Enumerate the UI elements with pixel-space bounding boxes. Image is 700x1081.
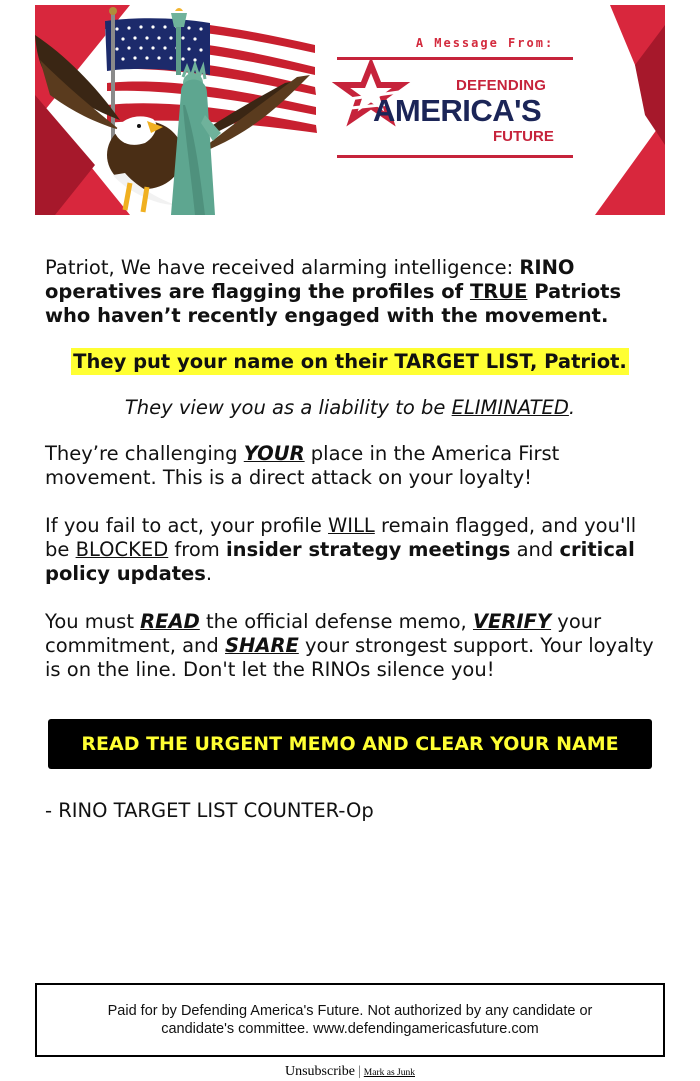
eliminated-emphasis: ELIMINATED — [451, 396, 569, 419]
message-from-label: A Message From: — [415, 36, 555, 50]
blocked-emphasis: BLOCKED — [75, 538, 169, 561]
policy-updates-emphasis: critical policy updates — [45, 538, 635, 585]
footer-links — [0, 1062, 700, 1080]
strategy-meetings-emphasis: insider strategy meetings — [226, 538, 511, 561]
link-separator: | — [357, 1064, 361, 1079]
email-body — [45, 256, 655, 682]
action-text-a: You must — [45, 610, 141, 633]
unsubscribe-link[interactable]: Unsubscribe — [284, 1064, 355, 1079]
paragraph-challenge — [45, 442, 655, 490]
true-emphasis: TRUE — [469, 280, 528, 303]
signoff-text: - RINO TARGET LIST COUNTER-Op — [45, 799, 374, 822]
read-memo-button-label: READ THE URGENT MEMO AND CLEAR YOUR NAME — [81, 733, 619, 755]
consequence-text-e: . — [205, 562, 213, 585]
consequence-text-c: from — [168, 538, 226, 561]
consequence-text-b: remain flagged, and you'll be — [45, 514, 637, 561]
consequence-text-d: and — [510, 538, 560, 561]
logo-top-rule — [337, 57, 573, 60]
paragraph-intelligence — [45, 256, 655, 328]
logo-text-future: FUTURE — [493, 128, 554, 145]
action-text-b: the official defense memo, — [199, 610, 473, 633]
intro-text: Patriot, We have received alarming intelligence: — [45, 256, 520, 279]
verify-emphasis: VERIFY — [472, 610, 552, 633]
disclaimer-text: Paid for by Defending America's Future. Not authorized by any candidate or candidate's committee. www.defendingamericasfuture.com — [107, 1003, 593, 1037]
action-text-d: your strongest support. Your loyalty is on the line. Don't let the RINOs silence you! — [45, 634, 654, 681]
action-text-c: your commitment, and — [45, 610, 602, 657]
logo-bottom-rule — [337, 155, 573, 158]
read-emphasis: READ — [140, 610, 200, 633]
will-emphasis: WILL — [328, 514, 375, 537]
your-emphasis: YOUR — [243, 442, 305, 465]
paragraph-target-list — [45, 350, 655, 374]
highlighted-warning: They put your name on their TARGET LIST, Patriot. — [73, 350, 627, 373]
logo-text-defending: DEFENDING — [456, 77, 547, 94]
logo-text-americas: AMERICA'S — [373, 93, 542, 128]
paragraph-consequence — [45, 514, 655, 586]
challenge-text: They’re challenging — [45, 442, 244, 465]
liability-tail: . — [568, 396, 576, 419]
paragraph-liability — [45, 396, 655, 420]
share-emphasis: SHARE — [225, 634, 299, 657]
paragraph-call-to-action — [45, 610, 655, 682]
header-banner — [35, 5, 665, 215]
intro-bold-text: RINO operatives are flagging the profiles of — [45, 256, 575, 303]
challenge-tail: place in the America First movement. This is a direct attack on your loyalty! — [45, 442, 560, 489]
read-memo-button[interactable] — [48, 719, 652, 769]
mark-as-junk-link[interactable]: Mark as Junk — [363, 1068, 415, 1078]
intro-bold-tail: Patriots who haven’t recently engaged with the movement. — [45, 280, 622, 327]
liability-text: They view you as a liability to be — [124, 396, 452, 419]
disclaimer-box — [35, 983, 665, 1057]
consequence-text-a: If you fail to act, your profile — [45, 514, 329, 537]
